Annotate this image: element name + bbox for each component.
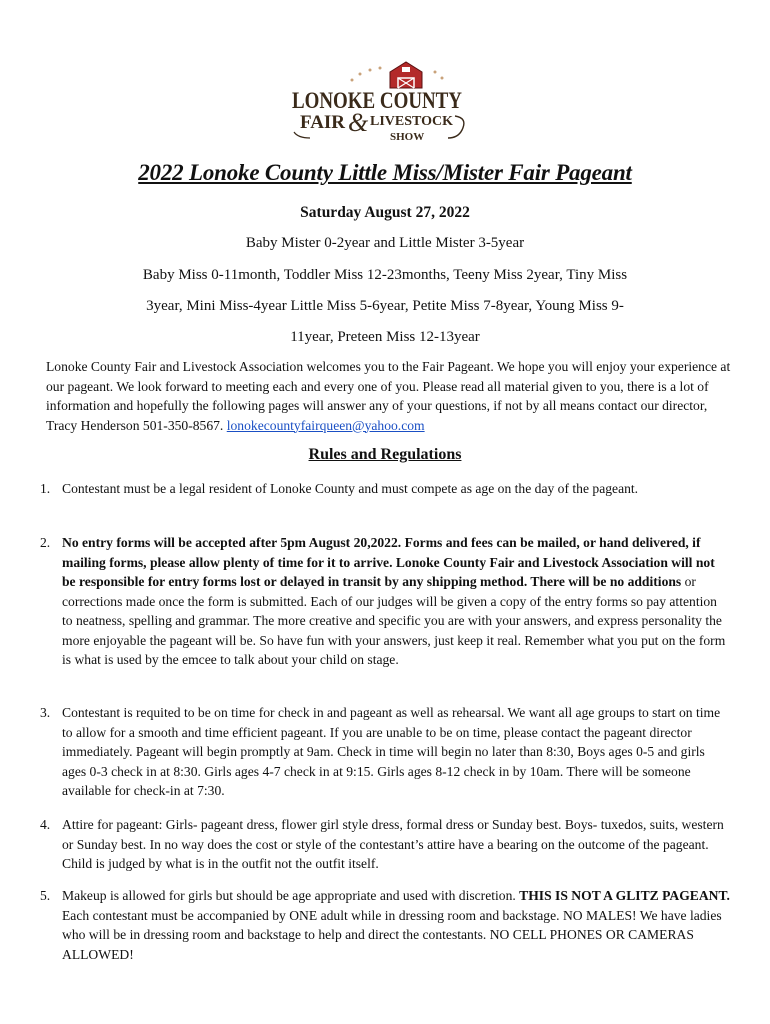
rule-text: Each contestant must be accompanied by ONE adult while in dressing room and backstage. NO MALES! We have ladies who will be in dressing room and backstage to help and direct the contestants. NO CELL PHONES OR CAMERAS ALLOWED! (62, 907, 722, 962)
rule-number: 1. (40, 481, 51, 496)
rule-number: 3. (40, 705, 51, 720)
rule-text: Attire for pageant: Girls- pageant dress, flower girl style dress, formal dress or Sunday best. Boys- tuxedos, suits, western or Sunday best. In no way does the cost or style of the contestant’s attire have a bearing on the outcome of the pageant. Child is judged by what is in the outfit not the outfit itself. (62, 817, 724, 871)
rule-5 (40, 886, 730, 964)
rule-bold-text: No entry forms will be accepted after 5pm August 20,2022. Forms and fees can be mailed, or hand delivered, if mailing forms, please allow plenty of time for it to arrive. Lonoke County Fair and Livestock Association will not be responsible for entry forms lost or delayed in transit by any shipping method. There will be no additions (62, 535, 715, 589)
page-title: 2022 Lonoke County Little Miss/Mister Fair Pageant (138, 160, 632, 185)
logo-line-3: SHOW (390, 131, 425, 143)
logo-ampersand: & (348, 108, 369, 137)
rule-text: or corrections made once the form is submitted. Each of our judges will be given a copy of the entry forms so pay attention to neatness, spelling and grammar. The more creative and specific you are with your answers, and express personality the more enjoyable the pageant will be. So have fun with your answers, just keep it real. Remember what you put on the form is what is used by the emcee to talk about your child on stage. (62, 574, 726, 667)
category-line-4: 11year, Preteen Miss 12-13year (290, 329, 480, 345)
rule-number: 2. (40, 535, 51, 550)
intro-text: Lonoke County Fair and Livestock Association welcomes you to the Fair Pageant. We hope you will enjoy your experience at our pageant. We look forward to meeting each and every one of you. Please read all material given to you, there is a lot of information and hopefully the following pages will answer any of your questions, if not by all means contact our director, Tracy Henderson 501-350-8567. (46, 359, 731, 433)
rule-text: Contestant is requited to be on time for check in and pageant as well as rehearsal. We want all age groups to start on time to allow for a smooth and time efficient pageant. If you are unable to be on time, please contact the pageant director immediately. Pageant will begin promptly at 9am. Check in time will begin no later than 8:30, Boys ages 0-5 and girls ages 0-3 check in at 8:30. Girls ages 4-7 check in at 9:15. Girls ages 8-12 check in by 10am. There will be someone available for check-in at 7:30. (62, 705, 721, 798)
rule-2 (40, 533, 730, 670)
category-line-3: 3year, Mini Miss-4year Little Miss 5-6year, Petite Miss 7-8year, Young Miss 9- (146, 298, 624, 314)
intro-paragraph (46, 357, 736, 435)
rule-1 (40, 479, 730, 499)
barn-icon (390, 62, 422, 88)
rule-number: 4. (40, 817, 51, 832)
pageant-date: Saturday August 27, 2022 (300, 204, 470, 221)
rule-text: Contestant must be a legal resident of Lonoke County and must compete as age on the day of the pageant. (62, 481, 639, 496)
category-line-1: Baby Mister 0-2year and Little Mister 3-5year (245, 235, 525, 251)
rule-4 (40, 815, 730, 874)
rules-heading: Rules and Regulations (308, 446, 462, 463)
director-email-link[interactable]: lonokecountyfairqueen@yahoo.com (226, 417, 425, 433)
rule-text-pre: Makeup is allowed for girls but should be age appropriate and used with discretion. (62, 888, 520, 903)
rule-3 (40, 703, 730, 801)
logo-line-2b: LIVESTOCK (370, 114, 453, 129)
rule-bold-text: THIS IS NOT A GLITZ PAGEANT. (519, 888, 730, 903)
lonoke-county-fair-logo (290, 58, 475, 146)
category-line-2: Baby Miss 0-11month, Toddler Miss 12-23months, Teeny Miss 2year, Tiny Miss (142, 267, 628, 283)
logo-line-1: LONOKE COUNTY (292, 88, 463, 113)
logo-line-2a: FAIR (300, 112, 346, 133)
rule-number: 5. (40, 888, 51, 903)
